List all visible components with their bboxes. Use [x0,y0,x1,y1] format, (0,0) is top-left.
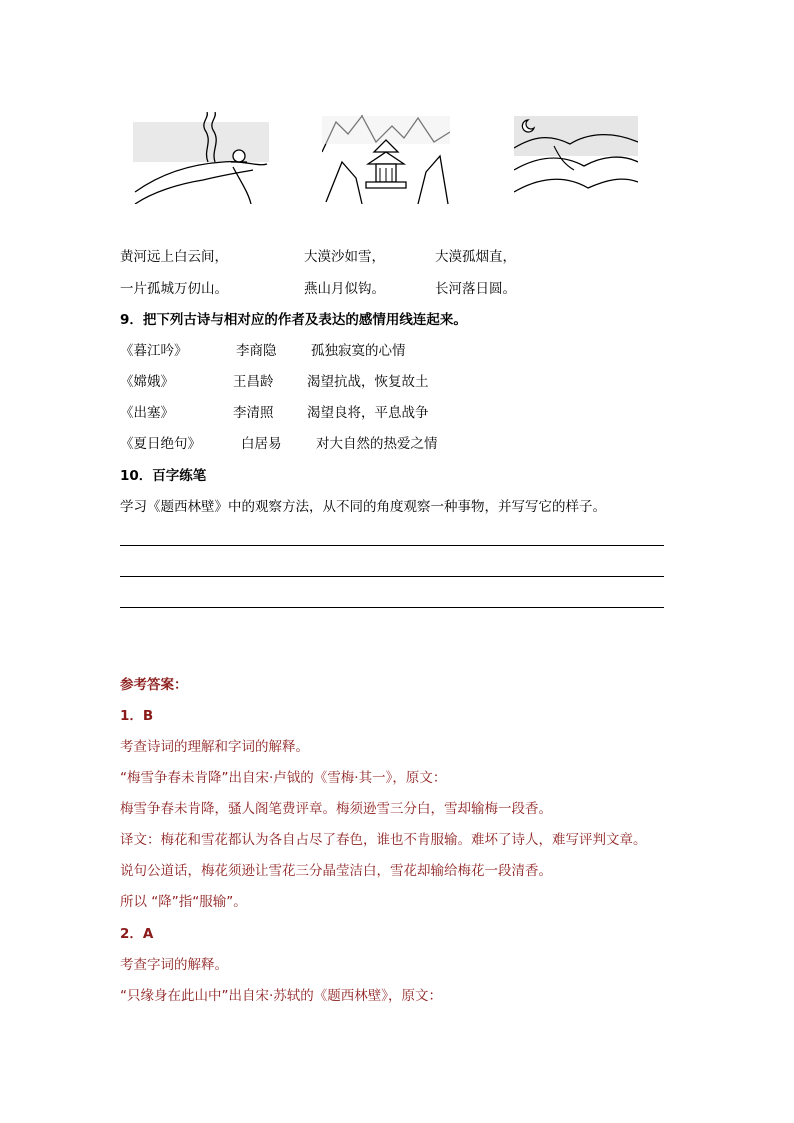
mountain-pavilion-sketch-icon [322,112,450,208]
writing-line [120,607,664,608]
answer-text: “只缘身在此山中”出自宋·苏轼的《题西林壁》，原文： [120,988,443,1004]
poem-line: 燕山月似钩。 [304,281,385,297]
answer-text: “梅雪争春未肯降”出自宋·卢钺的《雪梅·其一》，原文： [120,770,447,786]
q9-poem: 《夏日绝句》 [120,436,201,452]
q9-poem: 《出塞》 [120,405,174,421]
answer-1-label: 1．B [120,708,154,724]
q9-author: 李清照 [233,405,274,421]
question-10-prompt: 学习《题西林壁》中的观察方法，从不同的角度观察一种事物，并写写它的样子。 [120,499,606,515]
poem-line: 大漠沙如雪， [304,249,385,265]
answer-text: 梅雪争春未肯降，骚人阁笔费评章。梅须逊雪三分白，雪却输梅一段香。 [120,801,552,817]
q9-poem: 《暮江吟》 [120,343,188,359]
answer-text: 译文：梅花和雪花都认为各自占尽了春色，谁也不肯服输。难坏了诗人，难写评判文章。 [120,832,647,848]
q9-feeling: 对大自然的热爱之情 [316,436,438,452]
answer-text: 所以 “降”指“服输”。 [120,894,247,910]
yellow-river-sketch-icon [133,112,269,204]
writing-line [120,545,664,546]
q9-author: 李商隐 [236,343,277,359]
answer-text: 考查诗词的理解和字词的解释。 [120,739,309,755]
answer-text: 考查字词的解释。 [120,957,228,973]
q9-feeling: 渴望抗战，恢复故土 [307,374,429,390]
desert-moon-sketch-icon [514,112,638,200]
poem-line: 黄河远上白云间， [120,249,228,265]
poem-line: 一片孤城万仞山。 [120,281,228,297]
q9-author: 白居易 [241,436,282,452]
poem-line: 长河落日圆。 [435,281,516,297]
q9-author: 王昌龄 [233,374,274,390]
q9-poem: 《嫦娥》 [120,374,174,390]
answers-heading: 参考答案： [120,677,188,693]
q9-feeling: 孤独寂寞的心情 [311,343,406,359]
question-10-title: 10．百字练笔 [120,468,207,484]
q9-feeling: 渴望良将，平息战争 [307,405,429,421]
answer-text: 说句公道话，梅花须逊让雪花三分晶莹洁白，雪花却输给梅花一段清香。 [120,863,552,879]
writing-line [120,576,664,577]
poem-line: 大漠孤烟直， [435,249,516,265]
question-9-title: 9．把下列古诗与相对应的作者及表达的感情用线连起来。 [120,312,467,328]
answer-2-label: 2．A [120,926,154,942]
